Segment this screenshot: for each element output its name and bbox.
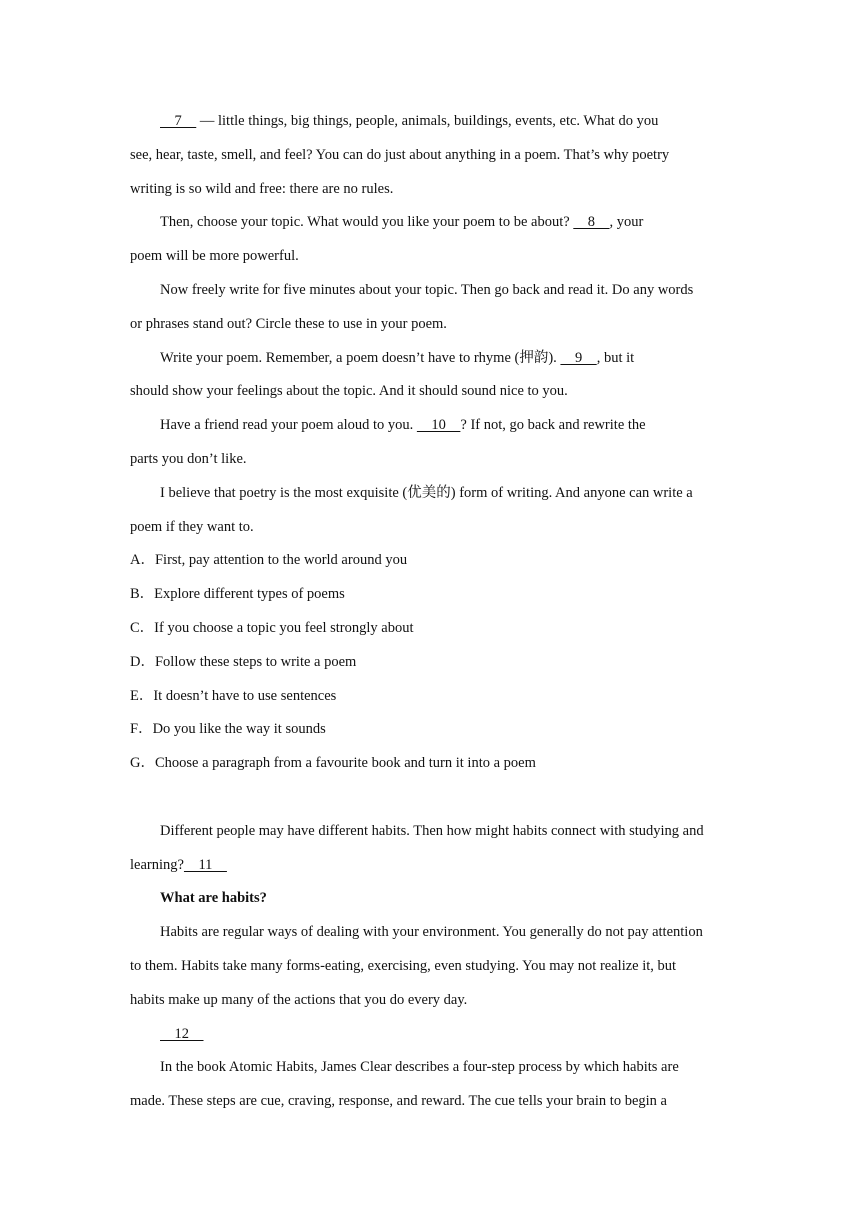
option-f[interactable]: F．Do you like the way it sounds [130, 721, 326, 738]
blank-11[interactable]: 11 [183, 856, 227, 873]
paragraph-line [130, 342, 730, 376]
paragraph-line: writing is so wild and free: there are no rules. [130, 180, 394, 197]
option-d[interactable]: D．Follow these steps to write a poem [130, 653, 357, 670]
paragraph-line: habits make up many of the actions that you do every day. [130, 991, 468, 1008]
paragraph-line: poem if they want to. [130, 518, 254, 535]
paragraph-text: , but it [596, 349, 635, 366]
blank-12[interactable]: 12 [160, 1025, 204, 1042]
paragraph-line: Now freely write for five minutes about your topic. Then go back and read it. Do any words [160, 281, 694, 298]
blank-8[interactable]: 8 [573, 214, 610, 231]
paragraph-line [130, 105, 730, 139]
paragraph-text: learning? [130, 856, 184, 873]
blank-10[interactable]: 10 [416, 417, 461, 434]
option-b[interactable]: B．Explore different types of poems [130, 586, 345, 603]
paragraph-line: In the book Atomic Habits, James Clear describes a four-step process by which habits are [160, 1059, 679, 1076]
paragraph-line [130, 849, 730, 883]
option-a[interactable]: A．First, pay attention to the world around you [130, 552, 408, 569]
blank-9[interactable]: 9 [560, 349, 597, 366]
document-content [130, 105, 730, 1119]
paragraph-text: Have a friend read your poem aloud to you. [160, 417, 417, 434]
section-heading: What are habits? [160, 890, 267, 907]
paragraph-line: parts you don’t like. [130, 450, 247, 467]
paragraph-line: I believe that poetry is the most exquisite (优美的) form of writing. And anyone can write a [160, 484, 693, 501]
paragraph-line: made. These steps are cue, craving, response, and reward. The cue tells your brain to begin a [130, 1093, 667, 1110]
option-g[interactable]: G．Choose a paragraph from a favourite book and turn it into a poem [130, 755, 536, 772]
paragraph-line: to them. Habits take many forms-eating, exercising, even studying. You may not realize it, but [130, 957, 677, 974]
option-c[interactable]: C．If you choose a topic you feel strongly about [130, 619, 414, 636]
paragraph-line: should show your feelings about the topic. And it should sound nice to you. [130, 383, 568, 400]
paragraph-line: or phrases stand out? Circle these to use in your poem. [130, 315, 447, 332]
option-e[interactable]: E．It doesn’t have to use sentences [130, 687, 337, 704]
paragraph-line: Different people may have different habits. Then how might habits connect with studying and [160, 822, 704, 839]
paragraph-line: Habits are regular ways of dealing with your environment. You generally do not pay attention [160, 924, 703, 941]
paragraph-text: ? If not, go back and rewrite the [460, 417, 646, 434]
paragraph-line [130, 1018, 730, 1052]
paragraph-line [130, 206, 730, 240]
paragraph-text: Write your poem. Remember, a poem doesn’t have to rhyme (押韵). [160, 349, 561, 366]
section-spacer [130, 781, 730, 815]
paragraph-text: — little things, big things, people, animals, buildings, events, etc. What do you [196, 113, 659, 129]
paragraph-text: Then, choose your topic. What would you like your poem to be about? [160, 214, 574, 231]
paragraph-line: poem will be more powerful. [130, 248, 299, 265]
paragraph-text: , your [609, 214, 644, 231]
paragraph-line [130, 409, 730, 443]
paragraph-line: see, hear, taste, smell, and feel? You can do just about anything in a poem. That’s why poetry [130, 146, 670, 163]
blank-7[interactable]: 7 [160, 113, 197, 129]
